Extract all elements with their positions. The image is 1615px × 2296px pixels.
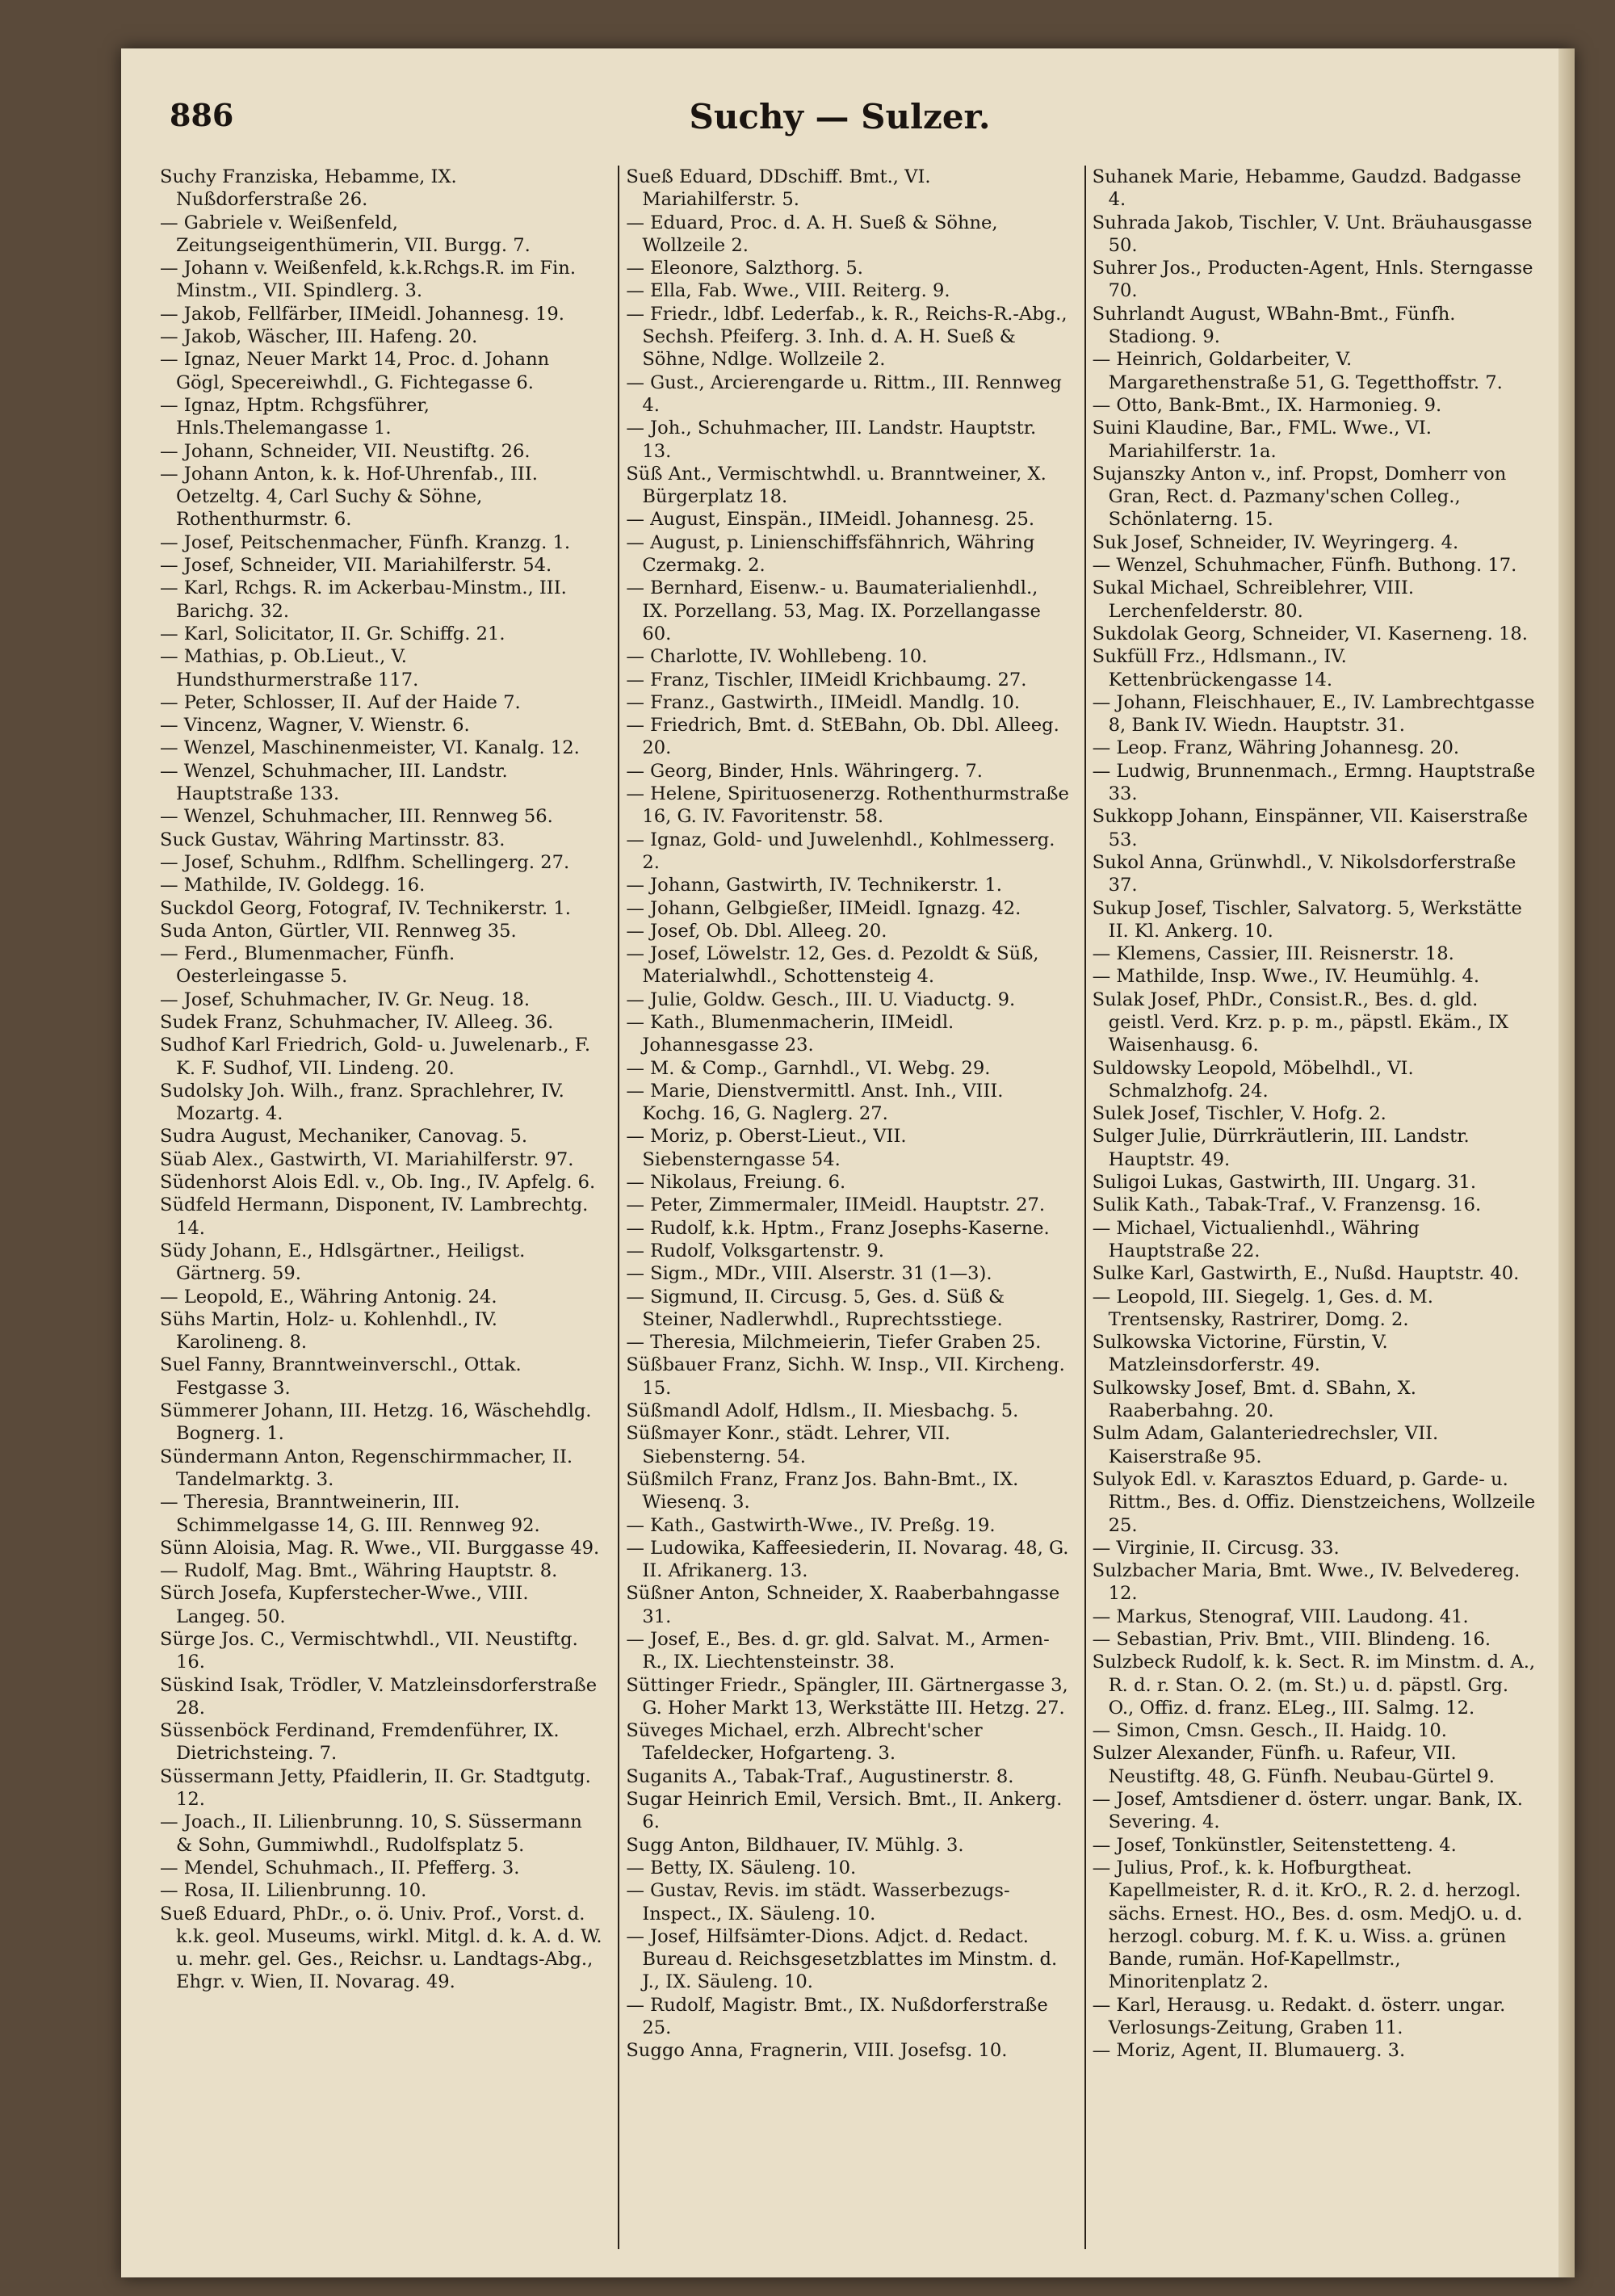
directory-entry: Suligoi Lukas, Gastwirth, III. Ungarg. 31.: [1092, 1172, 1477, 1194]
directory-entry: — Rudolf, Volksgartenstr. 9.: [626, 1240, 884, 1261]
directory-entry: — Julie, Goldw. Gesch., III. U. Viaductg. 9.: [626, 988, 1016, 1010]
directory-entry: Suk Josef, Schneider, IV. Weyringerg. 4.: [1092, 531, 1459, 553]
directory-entry: Sudolsky Joh. Wilh., franz. Sprachlehrer, IV. Mozartg. 4.: [160, 1080, 564, 1125]
directory-entry: — Karl, Herausg. u. Redakt. d. österr. ungar. Verlosungs-Zeitung, Graben 11.: [1092, 1994, 1506, 2039]
directory-entry: — Gustav, Revis. im städt. Wasserbezugs-Inspect., IX. Säuleng. 10.: [626, 1880, 1010, 1925]
page-number: 886: [170, 97, 234, 133]
directory-entry: — Moriz, Agent, II. Blumauerg. 3.: [1092, 2040, 1406, 2062]
directory-entry: — August, Einspän., IIMeidl. Johannesg. 25.: [626, 509, 1035, 531]
directory-entry: Sühs Martin, Holz- u. Kohlenhdl., IV. Karolineng. 8.: [160, 1308, 497, 1354]
directory-entry: — Rudolf, k.k. Hptm., Franz Josephs-Kaserne.: [626, 1217, 1050, 1239]
directory-entry: Sulek Josef, Tischler, V. Hofg. 2.: [1092, 1103, 1386, 1125]
directory-entry: Südenhorst Alois Edl. v., Ob. Ing., IV. Apfelg. 6.: [160, 1172, 596, 1194]
directory-entry: — Markus, Stenograf, VIII. Laudong. 41.: [1092, 1606, 1469, 1627]
directory-entry: Süßmandl Adolf, Hdlsm., II. Miesbachg. 5.: [626, 1400, 1019, 1422]
directory-entry: — Nikolaus, Freiung. 6.: [626, 1172, 846, 1194]
directory-entry: — Ignaz, Hptm. Rchgsführer, Hnls.Thelemangasse 1.: [160, 394, 430, 439]
directory-entry: — Josef, Ob. Dbl. Alleeg. 20.: [626, 920, 887, 942]
directory-entry: — Theresia, Milchmeierin, Tiefer Graben 25.: [626, 1332, 1042, 1354]
directory-entry: — Rosa, II. Lilienbrunng. 10.: [160, 1880, 427, 1902]
directory-entry: — Rudolf, Magistr. Bmt., IX. Nußdorferstraße 25.: [626, 1994, 1048, 2039]
directory-entry: — Rudolf, Mag. Bmt., Währing Hauptstr. 8.: [160, 1560, 558, 1582]
directory-entry: — Friedr., ldbf. Lederfab., k. R., Reichs-R.-Abg., Sechsh. Pfeiferg. 3. Inh. d. A. H. Sueß & Söhne, Ndlge. Wollzeile 2.: [626, 303, 1068, 371]
directory-entry: Süab Alex., Gastwirth, VI. Mariahilferstr. 97.: [160, 1148, 574, 1170]
directory-entry: — Heinrich, Goldarbeiter, V. Margarethenstraße 51, G. Tegetthoffstr. 7.: [1092, 349, 1503, 393]
directory-entry: Süveges Michael, erzh. Albrecht'scher Tafeldecker, Hofgarteng. 3.: [626, 1720, 983, 1765]
page-header: [153, 97, 1526, 145]
directory-entry: — Franz, Tischler, IIMeidl Krichbaumg. 27.: [626, 669, 1027, 690]
directory-entry: — Josef, E., Bes. d. gr. gld. Salvat. M., Armen-R., IX. Liechtensteinstr. 38.: [626, 1629, 1050, 1673]
directory-entry: Süßmayer Konr., städt. Lehrer, VII. Siebensterng. 54.: [626, 1423, 950, 1467]
directory-entry: Sukfüll Frz., Hdlsmann., IV. Kettenbrückengasse 14.: [1092, 646, 1347, 690]
directory-entry: Sugar Heinrich Emil, Versich. Bmt., II. Ankerg. 6.: [626, 1789, 1063, 1833]
directory-entry: Sümmerer Johann, III. Hetzg. 16, Wäschehdlg. Bognerg. 1.: [160, 1400, 592, 1445]
directory-entry: — Michael, Victualienhdl., Währing Hauptstraße 22.: [1092, 1217, 1420, 1261]
directory-entry: — Moriz, p. Oberst-Lieut., VII. Siebensterngasse 54.: [626, 1126, 907, 1170]
column-right: [1084, 166, 1542, 2249]
directory-entry: — Jakob, Wäscher, III. Hafeng. 20.: [160, 326, 478, 348]
directory-entry: — Johann, Gastwirth, IV. Technikerstr. 1.: [626, 875, 1002, 896]
directory-page: [121, 48, 1575, 2277]
directory-entry: — Ludowika, Kaffeesiederin, II. Novarag. 48, G. II. Afrikanerg. 13.: [626, 1537, 1069, 1582]
directory-entry: — Sigmund, II. Circusg. 5, Ges. d. Süß & Steiner, Nadlerwhdl., Ruprechtsstiege.: [626, 1286, 1005, 1330]
directory-entry: — Betty, IX. Säuleng. 10.: [626, 1857, 857, 1878]
directory-entry: Sudhof Karl Friedrich, Gold- u. Juwelenarb., F. K. F. Sudhof, VII. Lindeng. 20.: [160, 1035, 591, 1079]
directory-entry: — Josef, Tonkünstler, Seitenstetteng. 4.: [1092, 1834, 1457, 1856]
directory-entry: Suckdol Georg, Fotograf, IV. Technikerstr. 1.: [160, 897, 571, 919]
directory-entry: Sukdolak Georg, Schneider, VI. Kaserneng. 18.: [1092, 623, 1528, 644]
directory-entry: Suck Gustav, Währing Martinsstr. 83.: [160, 829, 505, 850]
directory-entry: Süßbauer Franz, Sichh. W. Insp., VII. Kircheng. 15.: [626, 1354, 1065, 1399]
directory-entry: — Karl, Solicitator, II. Gr. Schiffg. 21.: [160, 623, 505, 644]
directory-entry: Suldowsky Leopold, Möbelhdl., VI. Schmalzhofg. 24.: [1092, 1057, 1414, 1102]
directory-entry: — Wenzel, Schuhmacher, III. Landstr. Hauptstraße 133.: [160, 760, 508, 805]
directory-entry: — Leopold, III. Siegelg. 1, Ges. d. M. Trentsensky, Rastrirer, Domg. 2.: [1092, 1286, 1433, 1330]
directory-entry: — Josef, Schuhmacher, IV. Gr. Neug. 18.: [160, 988, 531, 1010]
directory-entry: Sukal Michael, Schreiblehrer, VIII. Lerchenfelderstr. 80.: [1092, 577, 1415, 622]
directory-entry: Sukup Josef, Tischler, Salvatorg. 5, Werkstätte II. Kl. Ankerg. 10.: [1092, 897, 1522, 942]
directory-entry: Sulke Karl, Gastwirth, E., Nußd. Hauptstr. 40.: [1092, 1263, 1520, 1285]
directory-columns: [153, 166, 1542, 2249]
directory-entry: — Johann, Fleischhauer, E., IV. Lambrechtgasse 8, Bank IV. Wiedn. Hauptstr. 31.: [1092, 691, 1535, 737]
directory-entry: — Josef, Schneider, VII. Mariahilferstr. 54.: [160, 555, 552, 577]
directory-entry: — Julius, Prof., k. k. Hofburgtheat. Kapellmeister, R. d. it. KrO., R. 2. d. herzogl. sächs. Ernest. HO., Bes. d. osm. MedjO. u. d. herzogl. coburg. M. f. K. u. Wiss. a. grünen Bande, rumän. Hof-Kapellmstr., Minoritenplatz 2.: [1092, 1857, 1523, 1993]
directory-entry: — Kath., Gastwirth-Wwe., IV. Preßg. 19.: [626, 1514, 996, 1536]
directory-entry: Südfeld Hermann, Disponent, IV. Lambrechtg. 14.: [160, 1194, 589, 1239]
directory-entry: Sukol Anna, Grünwhdl., V. Nikolsdorferstraße 37.: [1092, 851, 1516, 896]
directory-entry: Sudek Franz, Schuhmacher, IV. Alleeg. 36.: [160, 1011, 554, 1033]
directory-entry: — Kath., Blumenmacherin, IIMeidl. Johannesgasse 23.: [626, 1011, 954, 1056]
directory-entry: Süssenböck Ferdinand, Fremdenführer, IX. Dietrichsteing. 7.: [160, 1720, 560, 1765]
directory-entry: — Mathias, p. Ob.Lieut., V. Hundsthurmerstraße 117.: [160, 646, 419, 690]
directory-entry: — Friedrich, Bmt. d. StEBahn, Ob. Dbl. Alleeg. 20.: [626, 715, 1059, 759]
directory-entry: Sürch Josefa, Kupferstecher-Wwe., VIII. Langeg. 50.: [160, 1583, 529, 1627]
directory-entry: — Theresia, Branntweinerin, III. Schimmelgasse 14, G. III. Rennweg 92.: [160, 1492, 540, 1536]
directory-entry: Sukkopp Johann, Einspänner, VII. Kaiserstraße 53.: [1092, 806, 1529, 850]
directory-entry: Sudra August, Mechaniker, Canovag. 5.: [160, 1126, 528, 1148]
directory-entry: — Sigm., MDr., VIII. Alserstr. 31 (1—3).: [626, 1263, 992, 1285]
directory-entry: — Wenzel, Maschinenmeister, VI. Kanalg. 12.: [160, 737, 580, 759]
directory-entry: — Ludwig, Brunnenmach., Ermng. Hauptstraße 33.: [1092, 760, 1536, 805]
directory-entry: — Johann, Gelbgießer, IIMeidl. Ignazg. 42.: [626, 897, 1021, 919]
directory-entry: — Johann v. Weißenfeld, k.k.Rchgs.R. im Fin. Minstm., VII. Spindlerg. 3.: [160, 258, 577, 302]
page-title: Suchy — Sulzer.: [689, 97, 991, 136]
directory-entry: Sulik Kath., Tabak-Traf., V. Franzensg. 16.: [1092, 1194, 1482, 1216]
directory-entry: — Ignaz, Gold- und Juwelenhdl., Kohlmesserg. 2.: [626, 829, 1055, 873]
directory-entry: — Leop. Franz, Währing Johannesg. 20.: [1092, 737, 1460, 759]
directory-entry: Süß Ant., Vermischtwhdl. u. Branntweiner, X. Bürgerplatz 18.: [626, 463, 1047, 508]
directory-entry: — Helene, Spirituosenerzg. Rothenthurmstraße 16, G. IV. Favoritenstr. 58.: [626, 783, 1069, 828]
directory-entry: — Mendel, Schuhmach., II. Pfefferg. 3.: [160, 1857, 520, 1878]
directory-entry: Sulzbacher Maria, Bmt. Wwe., IV. Belvedereg. 12.: [1092, 1560, 1521, 1605]
directory-entry: — Peter, Schlosser, II. Auf der Haide 7.: [160, 691, 521, 713]
directory-entry: — Peter, Zimmermaler, IIMeidl. Hauptstr. 27.: [626, 1194, 1046, 1216]
directory-entry: Sulger Julie, Dürrkräutlerin, III. Landstr. Hauptstr. 49.: [1092, 1126, 1470, 1170]
directory-entry: Sulak Josef, PhDr., Consist.R., Bes. d. gld. geistl. Verd. Krz. p. p. m., päpstl. Ekäm., IX Waisenhausg. 6.: [1092, 988, 1509, 1056]
directory-entry: — Leopold, E., Währing Antonig. 24.: [160, 1286, 497, 1308]
directory-entry: — Johann Anton, k. k. Hof-Uhrenfab., III. Oetzeltg. 4, Carl Suchy & Söhne, Rothenthurmstr. 6.: [160, 463, 538, 531]
directory-entry: — Josef, Peitschenmacher, Fünfh. Kranzg. 1.: [160, 531, 571, 553]
directory-entry: — Sebastian, Priv. Bmt., VIII. Blindeng. 16.: [1092, 1629, 1491, 1650]
directory-entry: Südy Johann, E., Hdlsgärtner., Heiligst. Gärtnerg. 59.: [160, 1240, 526, 1285]
directory-entry: — August, p. Linienschiffsfähnrich, Währing Czermakg. 2.: [626, 531, 1035, 577]
directory-entry: — Otto, Bank-Bmt., IX. Harmonieg. 9.: [1092, 394, 1442, 416]
directory-entry: Suini Klaudine, Bar., FML. Wwe., VI. Mariahilferstr. 1a.: [1092, 418, 1432, 462]
directory-entry: — Charlotte, IV. Wohllebeng. 10.: [626, 646, 928, 668]
directory-entry: Suhrada Jakob, Tischler, V. Unt. Bräuhausgasse 50.: [1092, 212, 1533, 256]
directory-entry: Sulyok Edl. v. Karasztos Eduard, p. Garde- u. Rittm., Bes. d. Offiz. Dienstzeichens, Wollzeile 25.: [1092, 1468, 1536, 1536]
directory-entry: Suhrlandt August, WBahn-Bmt., Fünfh. Stadiong. 9.: [1092, 303, 1456, 348]
directory-entry: Sujanszky Anton v., inf. Propst, Domherr von Gran, Rect. d. Pazmany'schen Colleg., Schönlaterng. 15.: [1092, 463, 1507, 531]
directory-entry: — Josef, Löwelstr. 12, Ges. d. Pezoldt & Süß, Materialwhdl., Schottensteig 4.: [626, 943, 1039, 988]
directory-entry: Sueß Eduard, DDschiff. Bmt., VI. Mariahilferstr. 5.: [626, 166, 931, 211]
directory-entry: — Eduard, Proc. d. A. H. Sueß & Söhne, Wollzeile 2.: [626, 212, 998, 256]
directory-entry: Suganits A., Tabak-Traf., Augustinerstr. 8.: [626, 1765, 1014, 1787]
directory-entry: Sünn Aloisia, Mag. R. Wwe., VII. Burggasse 49.: [160, 1537, 600, 1559]
directory-entry: Sulkowska Victorine, Fürstin, V. Matzleinsdorferstr. 49.: [1092, 1332, 1388, 1376]
directory-entry: — Wenzel, Schuhmacher, Fünfh. Buthong. 17.: [1092, 555, 1517, 577]
directory-entry: — Gust., Arcierengarde u. Rittm., III. Rennweg 4.: [626, 371, 1062, 416]
directory-entry: — Mathilde, Insp. Wwe., IV. Heumühlg. 4.: [1092, 966, 1480, 988]
directory-entry: — Ferd., Blumenmacher, Fünfh. Oesterleingasse 5.: [160, 943, 455, 988]
directory-entry: — Vincenz, Wagner, V. Wienstr. 6.: [160, 715, 470, 737]
directory-entry: — Josef, Hilfsämter-Dions. Adjct. d. Redact. Bureau d. Reichsgesetzblattes im Minstm. d. J., IX. Säuleng. 10.: [626, 1925, 1058, 1993]
column-left: [153, 166, 610, 2249]
directory-entry: Suchy Franziska, Hebamme, IX. Nußdorferstraße 26.: [160, 166, 457, 211]
directory-entry: Süttinger Friedr., Spängler, III. Gärtnergasse 3, G. Hoher Markt 13, Werkstätte III. Hetzg. 27.: [626, 1674, 1068, 1719]
directory-entry: Sürge Jos. C., Vermischtwhdl., VII. Neustiftg. 16.: [160, 1629, 578, 1673]
directory-entry: Suda Anton, Gürtler, VII. Rennweg 35.: [160, 920, 517, 942]
directory-entry: Suel Fanny, Branntweinverschl., Ottak. Festgasse 3.: [160, 1354, 522, 1399]
directory-entry: — Marie, Dienstvermittl. Anst. Inh., VIII. Kochg. 16, G. Naglerg. 27.: [626, 1080, 1004, 1125]
directory-entry: — Eleonore, Salzthorg. 5.: [626, 258, 863, 279]
directory-entry: Sündermann Anton, Regenschirmmacher, II. Tandelmarktg. 3.: [160, 1446, 573, 1490]
directory-entry: — Ella, Fab. Wwe., VIII. Reiterg. 9.: [626, 280, 950, 302]
directory-entry: — Johann, Schneider, VII. Neustiftg. 26.: [160, 440, 531, 462]
directory-entry: — Virginie, II. Circusg. 33.: [1092, 1537, 1340, 1559]
directory-entry: — Jakob, Fellfärber, IIMeidl. Johannesg. 19.: [160, 303, 564, 325]
directory-entry: — Josef, Amtsdiener d. österr. ungar. Bank, IX. Severing. 4.: [1092, 1789, 1523, 1833]
directory-entry: Sugg Anton, Bildhauer, IV. Mühlg. 3.: [626, 1834, 964, 1856]
directory-entry: Süssermann Jetty, Pfaidlerin, II. Gr. Stadtgutg. 12.: [160, 1765, 591, 1811]
directory-entry: Sulzbeck Rudolf, k. k. Sect. R. im Minstm. d. A., R. d. r. Stan. O. 2. (m. St.) u. d. päpstl. Grg. O., Offiz. d. franz. ELeg., III. Salmg. 12.: [1092, 1652, 1536, 1719]
directory-entry: — Wenzel, Schuhmacher, III. Rennweg 56.: [160, 806, 553, 828]
directory-entry: Süßner Anton, Schneider, X. Raaberbahngasse 31.: [626, 1583, 1060, 1627]
directory-entry: — Georg, Binder, Hnls. Währingerg. 7.: [626, 760, 983, 782]
directory-entry: Suggo Anna, Fragnerin, VIII. Josefsg. 10.: [626, 2040, 1008, 2062]
directory-entry: — Joh., Schuhmacher, III. Landstr. Hauptstr. 13.: [626, 418, 1037, 462]
page-edge: [1558, 48, 1575, 2277]
column-middle: [618, 166, 1076, 2249]
directory-entry: — Bernhard, Eisenw.- u. Baumaterialienhdl., IX. Porzellang. 53, Mag. IX. Porzellangasse 60.: [626, 577, 1041, 644]
directory-entry: Sulm Adam, Galanteriedrechsler, VII. Kaiserstraße 95.: [1092, 1423, 1439, 1467]
directory-entry: — Klemens, Cassier, III. Reisnerstr. 18.: [1092, 943, 1454, 965]
directory-entry: — Karl, Rchgs. R. im Ackerbau-Minstm., III. Barichg. 32.: [160, 577, 567, 622]
directory-entry: Süßmilch Franz, Franz Jos. Bahn-Bmt., IX. Wiesenq. 3.: [626, 1468, 1019, 1513]
directory-entry: — Josef, Schuhm., Rdlfhm. Schellingerg. 27.: [160, 851, 570, 873]
directory-entry: Suhanek Marie, Hebamme, Gaudzd. Badgasse 4.: [1092, 166, 1521, 211]
directory-entry: — Joach., II. Lilienbrunng. 10, S. Süssermann & Sohn, Gummiwhdl., Rudolfsplatz 5.: [160, 1811, 582, 1856]
directory-entry: — Simon, Cmsn. Gesch., II. Haidg. 10.: [1092, 1720, 1447, 1742]
directory-entry: — Franz., Gastwirth., IIMeidl. Mandlg. 10.: [626, 691, 1021, 713]
directory-entry: Sueß Eduard, PhDr., o. ö. Univ. Prof., Vorst. d. k.k. geol. Museums, wirkl. Mitgl. d. k. A. d. W. u. mehr. gel. Ges., Reichsr. u. Landtags-Abg., Ehgr. v. Wien, II. Novarag. 49.: [160, 1903, 602, 1993]
directory-entry: — Ignaz, Neuer Markt 14, Proc. d. Johann Gögl, Specereiwhdl., G. Fichtegasse 6.: [160, 349, 550, 393]
directory-entry: — M. & Comp., Garnhdl., VI. Webg. 29.: [626, 1057, 991, 1079]
directory-entry: Sulkowsky Josef, Bmt. d. SBahn, X. Raaberbahng. 20.: [1092, 1377, 1416, 1422]
directory-entry: Suhrer Jos., Producten-Agent, Hnls. Sterngasse 70.: [1092, 258, 1533, 302]
directory-entry: — Mathilde, IV. Goldegg. 16.: [160, 875, 426, 896]
directory-entry: — Gabriele v. Weißenfeld, Zeitungseigenthümerin, VII. Burgg. 7.: [160, 212, 531, 256]
directory-entry: Süskind Isak, Trödler, V. Matzleinsdorferstraße 28.: [160, 1674, 598, 1719]
directory-entry: Sulzer Alexander, Fünfh. u. Rafeur, VII. Neustiftg. 48, G. Fünfh. Neubau-Gürtel 9.: [1092, 1743, 1495, 1787]
